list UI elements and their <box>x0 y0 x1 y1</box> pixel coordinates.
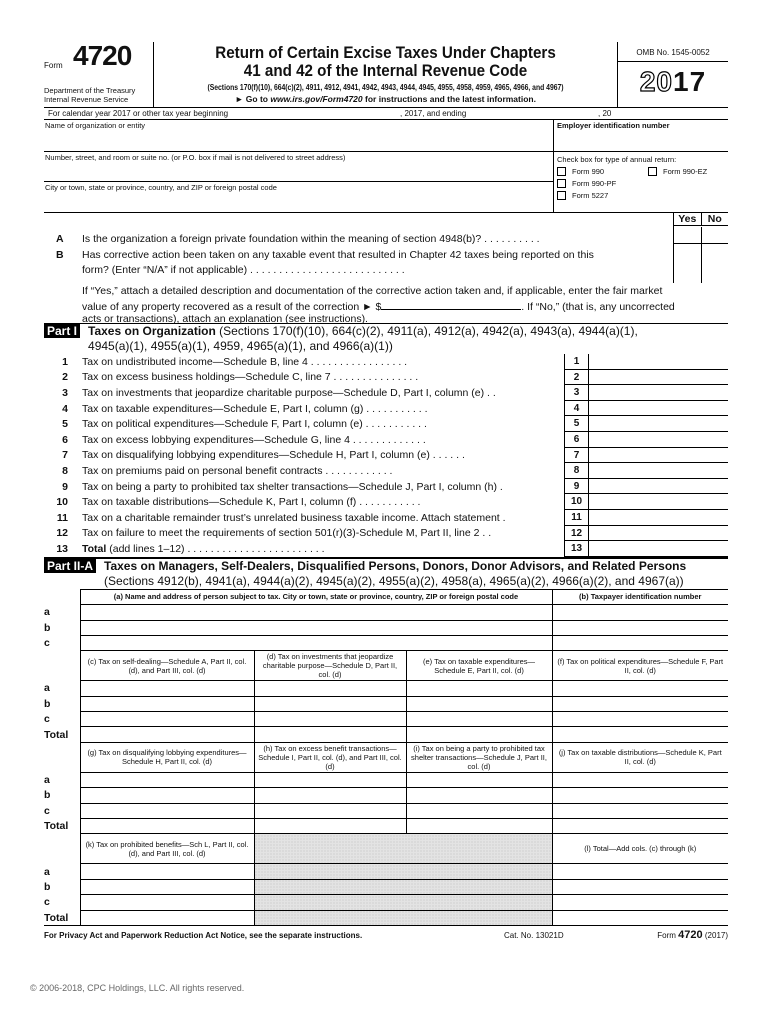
part1-line-11 <box>44 510 728 526</box>
goto-prefix: ► Go to <box>235 94 268 104</box>
line-box-number: 13 <box>564 541 588 557</box>
form990pf-label: Form 990-PF <box>572 179 617 188</box>
col-k-header: (k) Tax on prohibited benefits—Sch L, Part II, col. (d), and Part III, col. (d) <box>80 834 254 864</box>
line-description: Tax on undistributed income—Schedule B, line 4 . . . . . . . . . . . . . . . . . <box>82 355 408 368</box>
blank-cell <box>44 589 80 604</box>
line-description: Tax on a charitable remainder trust’s unrelated business taxable income. Attach statement . <box>82 511 506 524</box>
line-amount-field[interactable] <box>588 370 728 386</box>
line-number: 13 <box>56 542 68 555</box>
col-g-row-c[interactable] <box>80 803 254 818</box>
line-amount-field[interactable] <box>588 463 728 479</box>
col-l-total[interactable] <box>552 910 728 925</box>
col-d-row-a[interactable] <box>254 681 406 696</box>
line-amount-field[interactable] <box>588 479 728 495</box>
form-page <box>44 42 728 941</box>
return-type-row-2 <box>557 179 728 188</box>
if-yes-text-2 <box>82 300 675 313</box>
col-b-header: (b) Taxpayer identification number <box>552 589 728 604</box>
ending-label: , 2017, and ending <box>400 109 467 118</box>
department <box>44 86 152 104</box>
form-title-line-2: 41 and 42 of the Internal Revenue Code <box>243 62 528 80</box>
line-box-number: 9 <box>564 479 588 495</box>
line-number: 9 <box>62 480 68 493</box>
line-amount-field[interactable] <box>588 541 728 557</box>
col-a-header: (a) Name and address of person subject to tax. City or town, state or province, country, ZIP or foreign postal code <box>80 589 552 604</box>
part2a-table <box>44 589 728 926</box>
row-label-c: c <box>44 635 80 650</box>
omb-year-block <box>618 42 728 107</box>
line-box-number: 6 <box>564 432 588 448</box>
part1-line-1 <box>44 354 728 370</box>
form5227-checkbox[interactable] <box>557 191 566 200</box>
if-yes-text-1: If “Yes,” attach a detailed description and documentation of the corrective action taken and, if applicable, enter the fair market <box>82 285 663 297</box>
line-box-number: 8 <box>564 463 588 479</box>
shaded-area <box>254 895 552 910</box>
line-amount-field[interactable] <box>588 401 728 417</box>
line-number: 5 <box>62 418 68 431</box>
col-i-row-b[interactable] <box>406 788 552 803</box>
city-field[interactable]: City or town, state or province, country, and ZIP or foreign postal code <box>45 183 277 192</box>
col-g-row-b[interactable] <box>80 788 254 803</box>
calendar-year-label: For calendar year 2017 or other tax year beginning <box>48 109 229 118</box>
line-description: Tax on excess lobbying expenditures—Schedule G, line 4 . . . . . . . . . . . . . <box>82 433 426 446</box>
part2a-title-line-1: Taxes on Managers, Self-Dealers, Disqualified Persons, Donors, Donor Advisors, and Related Persons <box>104 558 687 573</box>
row-label-total: Total <box>44 910 80 925</box>
if-yes-text-2a: value of any property recovered as a result of the correction ► $ <box>82 301 382 313</box>
part2a-title <box>104 559 686 589</box>
line-box-number: 5 <box>564 416 588 432</box>
line-description: Tax on premiums paid on personal benefit contracts . . . . . . . . . . . . <box>82 464 393 477</box>
row-label-a: a <box>44 864 80 879</box>
line-number: 4 <box>62 402 68 415</box>
goto-suffix: for instructions and the latest information. <box>365 94 536 104</box>
col-j-row-a[interactable] <box>552 772 728 787</box>
col-d-total[interactable] <box>254 727 406 742</box>
shaded-area <box>254 910 552 925</box>
yes-header: Yes <box>674 213 702 225</box>
question-a-letter: A <box>56 233 64 245</box>
col-a-row-c[interactable] <box>80 635 552 650</box>
goto-instructions <box>154 94 617 104</box>
line-number: 3 <box>62 386 68 399</box>
col-i-row-a[interactable] <box>406 772 552 787</box>
part2a-title-line-2: (Sections 4912(b), 4941(a), 4944(a)(2), 4945(a)(2), 4955(a)(2), 4958(a), 4965(a)(2), 4966(a)(2), and 4967(a)) <box>104 573 684 588</box>
row-label-b: b <box>44 620 80 635</box>
part2a-header <box>44 558 728 589</box>
col-h-row-c[interactable] <box>254 803 406 818</box>
form-id-block <box>44 42 154 107</box>
col-c-row-b[interactable] <box>80 696 254 711</box>
col-e-total[interactable] <box>406 727 552 742</box>
question-b-letter: B <box>56 249 64 261</box>
col-j-row-b[interactable] <box>552 788 728 803</box>
col-d-header: (d) Tax on investments that jeopardize charitable purpose—Schedule D, Part II, col. (d) <box>254 651 406 681</box>
line-description-bold: Total <box>82 542 107 555</box>
tax-year <box>618 66 728 98</box>
street-field[interactable]: Number, street, and room or suite no. (or P.O. box if mail is not delivered to street address) <box>44 152 553 182</box>
footer-form-num: 4720 <box>678 928 703 941</box>
col-g-row-a[interactable] <box>80 772 254 787</box>
col-k-total[interactable] <box>80 910 254 925</box>
line-number: 1 <box>62 355 68 368</box>
part1-title-rest: (Sections 170(f)(10), 664(c)(2), 4911(a), 4912(a), 4942(a), 4943(a), 4944(a)(1), <box>215 324 638 338</box>
col-j-total[interactable] <box>552 819 728 834</box>
form990-label: Form 990 <box>572 167 605 176</box>
line-amount-field[interactable] <box>588 494 728 510</box>
row-label-b: b <box>44 696 80 711</box>
line-amount-field[interactable] <box>588 432 728 448</box>
col-l-row-b[interactable] <box>552 879 728 894</box>
ein-return-type <box>554 120 728 212</box>
question-a-answer-line[interactable] <box>674 243 728 244</box>
line-description <box>82 543 564 555</box>
line-box-number: 12 <box>564 526 588 542</box>
yes-no-grid <box>673 213 728 283</box>
line-description: Tax on excess business holdings—Schedule C, line 7 . . . . . . . . . . . . . . . <box>82 371 419 384</box>
row-label-b: b <box>44 879 80 894</box>
if-yes-text-2b: . If “No,” (that is, any uncorrected <box>521 301 675 313</box>
col-a-row-a[interactable] <box>80 605 552 620</box>
no-header: No <box>707 213 722 225</box>
row-label-a: a <box>44 772 80 787</box>
form990ez-label: Form 990-EZ <box>663 167 708 176</box>
line-box-number: 1 <box>564 354 588 370</box>
part1-line-5 <box>44 416 728 432</box>
row-label-c: c <box>44 895 80 910</box>
col-f-total[interactable] <box>552 727 728 742</box>
line-description: Tax on investments that jeopardize charitable purpose—Schedule D, Part I, column (e) . . <box>82 386 496 399</box>
part1-line-4 <box>44 401 728 417</box>
form-title-line-1: Return of Certain Excise Taxes Under Chapters <box>215 44 556 62</box>
org-name-field[interactable]: Name of organization or entity <box>44 120 553 152</box>
line-number: 2 <box>62 371 68 384</box>
col-b-row-b[interactable] <box>552 620 728 635</box>
line-amount-field[interactable] <box>588 510 728 526</box>
line-number: 11 <box>56 511 68 524</box>
row-label-total: Total <box>44 727 80 742</box>
copyright: © 2006-2018, CPC Holdings, LLC. All rights reserved. <box>30 983 245 993</box>
col-c-total[interactable] <box>80 727 254 742</box>
row-label-c: c <box>44 712 80 727</box>
part1-tag: Part I <box>44 324 80 338</box>
form-label: Form <box>44 61 63 70</box>
line-amount-field[interactable] <box>588 354 728 370</box>
blank-cell <box>44 834 80 864</box>
part1-line-6 <box>44 432 728 448</box>
line-box-number: 10 <box>564 494 588 510</box>
line-box-number: 7 <box>564 448 588 464</box>
line-number: 7 <box>62 449 68 462</box>
col-h-row-a[interactable] <box>254 772 406 787</box>
col-h-row-b[interactable] <box>254 788 406 803</box>
line-number: 12 <box>56 527 68 540</box>
col-l-row-c[interactable] <box>552 895 728 910</box>
col-c-row-a[interactable] <box>80 681 254 696</box>
col-e-header: (e) Tax on taxable expenditures—Schedule E, Part II, col. (d) <box>406 651 552 681</box>
shaded-area <box>254 834 552 864</box>
part1-line-10 <box>44 494 728 510</box>
col-d-row-b[interactable] <box>254 696 406 711</box>
omb-number: OMB No. 1545-0052 <box>618 42 728 62</box>
line-amount-field[interactable] <box>588 448 728 464</box>
col-f-row-b[interactable] <box>552 696 728 711</box>
line-description-rest: (add lines 1–12) . . . . . . . . . . . . . . . . . . . . . . . . <box>106 542 325 555</box>
col-e-row-a[interactable] <box>406 681 552 696</box>
if-yes-text-3: acts or transactions), attach an explanation (see instructions). <box>82 313 368 325</box>
col-e-row-c[interactable] <box>406 712 552 727</box>
return-type-row-1 <box>557 167 728 176</box>
form-title-block <box>154 42 618 107</box>
part1-title <box>88 324 638 354</box>
yes-no-header <box>674 213 728 226</box>
footer-form-prefix: Form <box>657 930 676 940</box>
col-i-header: (i) Tax on being a party to prohibited tax shelter transactions—Schedule J, Part II, col. (d) <box>406 742 552 772</box>
col-j-row-c[interactable] <box>552 803 728 818</box>
col-i-row-c[interactable] <box>406 803 552 818</box>
part1-line-3 <box>44 385 728 401</box>
blank-cell <box>44 742 80 772</box>
col-k-row-c[interactable] <box>80 895 254 910</box>
line-number: 6 <box>62 433 68 446</box>
part1-title-bold: Taxes on Organization <box>88 324 216 338</box>
part1-line-7 <box>44 448 728 464</box>
col-l-header: (l) Total—Add cols. (c) through (k) <box>552 834 728 864</box>
col-g-header: (g) Tax on disqualifying lobbying expenditures—Schedule H, Part II, col. (d) <box>80 742 254 772</box>
col-f-header: (f) Tax on political expenditures—Schedule F, Part II, col. (d) <box>552 651 728 681</box>
form5227-label: Form 5227 <box>572 191 609 200</box>
col-h-total[interactable] <box>254 819 406 834</box>
ein-field[interactable]: Employer identification number <box>554 120 728 152</box>
row-label-b: b <box>44 788 80 803</box>
question-b-text-1: Has corrective action been taken on any taxable event that resulted in Chapter 42 taxes being reported on this <box>82 249 594 261</box>
part1-line-8 <box>44 463 728 479</box>
line-amount-field[interactable] <box>588 416 728 432</box>
privacy-notice: For Privacy Act and Paperwork Reduction Act Notice, see the separate instructions. <box>44 930 363 940</box>
part1-line-9 <box>44 479 728 495</box>
col-g-total[interactable] <box>80 819 254 834</box>
form990-checkbox[interactable] <box>557 167 566 176</box>
goto-url[interactable]: www.irs.gov/Form4720 <box>270 94 363 104</box>
col-h-header: (h) Tax on excess benefit transactions—Schedule I, Part II, col. (d), and Part III, col. (d) <box>254 742 406 772</box>
col-c-header: (c) Tax on self-dealing—Schedule A, Part II, col. (d), and Part III, col. (d) <box>80 651 254 681</box>
tax-year-bold: 17 <box>673 66 707 97</box>
line-description: Tax on disqualifying lobbying expenditures—Schedule H, Part I, column (e) . . . . . . <box>82 449 465 462</box>
line-amount-field[interactable] <box>588 526 728 542</box>
shaded-area <box>254 864 552 879</box>
question-b-text-2: form? (Enter “N/A” if not applicable) . . . . . . . . . . . . . . . . . . . . . . . . . . . <box>82 264 405 276</box>
form990pf-checkbox[interactable] <box>557 179 566 188</box>
col-e-row-b[interactable] <box>406 696 552 711</box>
tax-year-outline: 20 <box>639 66 673 97</box>
col-c-row-c[interactable] <box>80 712 254 727</box>
line-box-number: 3 <box>564 385 588 401</box>
form-header <box>44 42 728 108</box>
part1-title-line-2: 4945(a)(1), 4955(a)(1), 4959, 4965(a)(1), and 4966(a)(1)) <box>88 339 393 353</box>
col-l-row-a[interactable] <box>552 864 728 879</box>
blank-cell <box>44 651 80 681</box>
line-description: Tax on taxable expenditures—Schedule E, Part I, column (g) . . . . . . . . . . . <box>82 402 428 415</box>
line-description: Tax on being a party to prohibited tax shelter transactions—Schedule J, Part I, column (h) . <box>82 480 503 493</box>
line-description: Tax on political expenditures—Schedule F, Part I, column (e) . . . . . . . . . . . <box>82 418 427 431</box>
form-number: 4720 <box>73 40 132 71</box>
col-k-row-b[interactable] <box>80 879 254 894</box>
col-d-row-c[interactable] <box>254 712 406 727</box>
fmv-amount-field[interactable] <box>381 300 521 310</box>
row-label-a: a <box>44 605 80 620</box>
form990ez-checkbox[interactable] <box>648 167 657 176</box>
col-b-row-c[interactable] <box>552 635 728 650</box>
col-a-row-b[interactable] <box>80 620 552 635</box>
row-label-c: c <box>44 803 80 818</box>
footer-form-year: (2017) <box>704 930 728 940</box>
organization-info <box>44 120 728 213</box>
line-description: Tax on failure to meet the requirements of section 501(r)(3)-Schedule M, Part II, line 2 . . <box>82 527 492 540</box>
org-fields <box>44 120 554 212</box>
line-box-number: 2 <box>564 370 588 386</box>
ending-year-label: , 20 <box>598 109 612 118</box>
row-label-total: Total <box>44 819 80 834</box>
col-b-row-a[interactable] <box>552 605 728 620</box>
part1-line-12 <box>44 526 728 542</box>
col-f-row-c[interactable] <box>552 712 728 727</box>
questions-ab <box>44 213 728 323</box>
dept-irs: Internal Revenue Service <box>44 95 129 104</box>
col-i-total[interactable] <box>406 819 552 834</box>
shaded-area <box>254 879 552 894</box>
return-type-label: Check box for type of annual return: <box>557 155 677 164</box>
part1-line-13 <box>44 541 728 557</box>
line-amount-field[interactable] <box>588 385 728 401</box>
col-j-header: (j) Tax on taxable distributions—Schedule K, Part II, col. (d) <box>552 742 728 772</box>
line-description: Tax on taxable distributions—Schedule K, Part I, column (f) . . . . . . . . . . . <box>82 496 421 509</box>
question-a-text: Is the organization a foreign private foundation within the meaning of section 4948(b)? . . . . . . . . . . <box>82 233 540 245</box>
part2a-tag: Part II-A <box>44 559 96 573</box>
line-box-number: 11 <box>564 510 588 526</box>
line-number: 8 <box>62 464 68 477</box>
col-f-row-a[interactable] <box>552 681 728 696</box>
col-k-row-a[interactable] <box>80 864 254 879</box>
sections-list: (Sections 170(f)(10), 664(c)(2), 4911, 4912, 4941, 4942, 4943, 4944, 4945, 4955, 4958, 4959, 4965, 4966, and 4967) <box>207 83 564 92</box>
yes-no-divider <box>701 227 702 283</box>
calendar-year-row <box>44 108 728 120</box>
form-footer <box>44 929 728 941</box>
line-number: 10 <box>56 496 68 509</box>
part1-line-2 <box>44 370 728 386</box>
line-box-number: 4 <box>564 401 588 417</box>
return-type-row-3 <box>557 191 728 200</box>
part1-header <box>44 323 728 354</box>
part1-lines <box>44 354 728 558</box>
row-label-a: a <box>44 681 80 696</box>
catalog-number: Cat. No. 13021D <box>504 930 564 940</box>
dept-treasury: Department of the Treasury <box>44 86 136 95</box>
form-footer-id <box>644 929 728 941</box>
